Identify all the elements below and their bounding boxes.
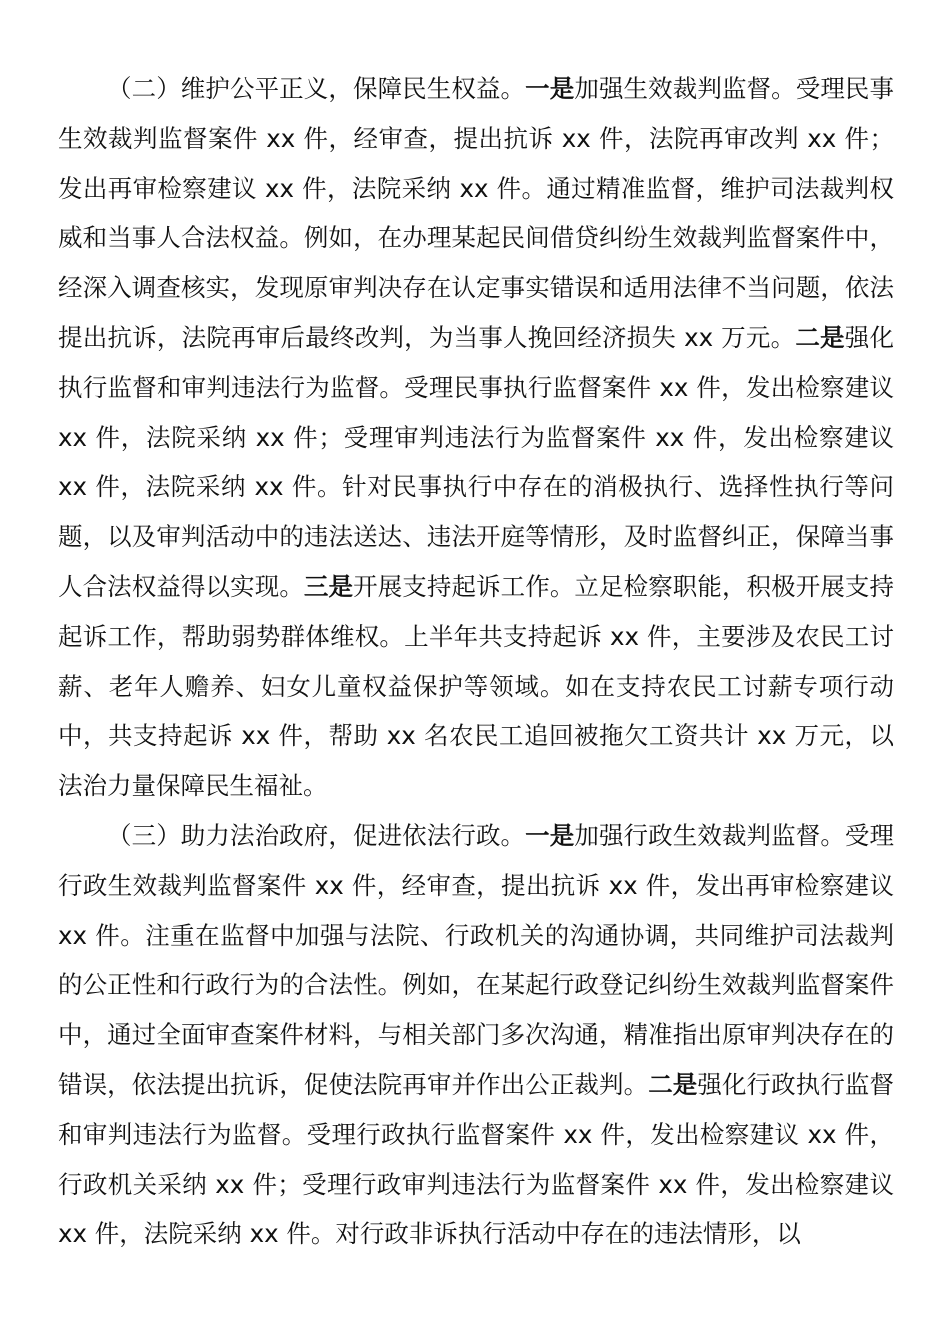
paragraph-text: 加强生效裁判监督。受理民事生效裁判监督案件 xx 件，经审查，提出抗诉 xx 件，法院再审改判 xx 件；发出再审检察建议 xx 件，法院采纳 xx 件。通过精准监督，维护司法裁判权威和当事人合法权益。例如，在办理某起民间借贷纠纷生效裁判监督案件中，经深入调查核实，发现原审判决存在认定事实错误和适用法律不当问题，依法提出抗诉，法院再审后最终改判，为当事人挽回经济损失 xx 万元。 xyxy=(58,74,895,352)
paragraph-heading: （三）助力法治政府，促进依法行政。 xyxy=(107,820,526,850)
bold-marker: 一是 xyxy=(525,74,575,103)
paragraph-heading: （二）维护公平正义，保障民生权益。 xyxy=(107,74,526,103)
paragraph-text: 强化执行监督和审判违法行为监督。受理民事执行监督案件 xx 件，发出检察建议 xx 件，法院采纳 xx 件；受理审判违法行为监督案件 xx 件，发出检察建议 xx 件，法院采纳 xx 件。针对民事执行中存在的消极执行、选择性执行等问题，以及审判活动中的违法送达、违法开庭等情形，及时监督纠正，保障当事人合法权益得以实现。 xyxy=(58,322,895,601)
bold-marker: 二是 xyxy=(648,1069,698,1099)
paragraph-text: 加强行政生效裁判监督。受理行政生效裁判监督案件 xx 件，经审查，提出抗诉 xx 件，发出再审检察建议 xx 件。注重在监督中加强与法院、行政机关的沟通协调，共同维护司法裁判的公正性和行政行为的合法性。例如，在某起行政登记纠纷生效裁判监督案件中，通过全面审查案件材料，与相关部门多次沟通，精准指出原审判决存在的错误，依法提出抗诉，促使法院再审并作出公正裁判。 xyxy=(58,820,895,1099)
bold-marker: 三是 xyxy=(303,571,354,601)
paragraph-civil-supervision xyxy=(58,64,894,811)
bold-marker: 一是 xyxy=(525,820,575,850)
paragraph-administrative-supervision xyxy=(58,811,894,1259)
paragraph-text: 开展支持起诉工作。立足检察职能，积极开展支持起诉工作，帮助弱势群体维权。上半年共支持起诉 xx 件，主要涉及农民工讨薪、老年人赡养、妇女儿童权益保护等领域。如在支持农民工讨薪专项行动中，共支持起诉 xx 件，帮助 xx 名农民工追回被拖欠工资共计 xx 万元，以法治力量保障民生福祉。 xyxy=(58,571,895,801)
bold-marker: 二是 xyxy=(795,322,845,352)
paragraph-text: 强化行政执行监督和审判违法行为监督。受理行政执行监督案件 xx 件，发出检察建议 xx 件，行政机关采纳 xx 件；受理行政审判违法行为监督案件 xx 件，发出检察建议 xx 件，法院采纳 xx 件。对行政非诉执行活动中存在的违法情形，以 xyxy=(58,1069,895,1249)
document-page xyxy=(58,64,894,1259)
